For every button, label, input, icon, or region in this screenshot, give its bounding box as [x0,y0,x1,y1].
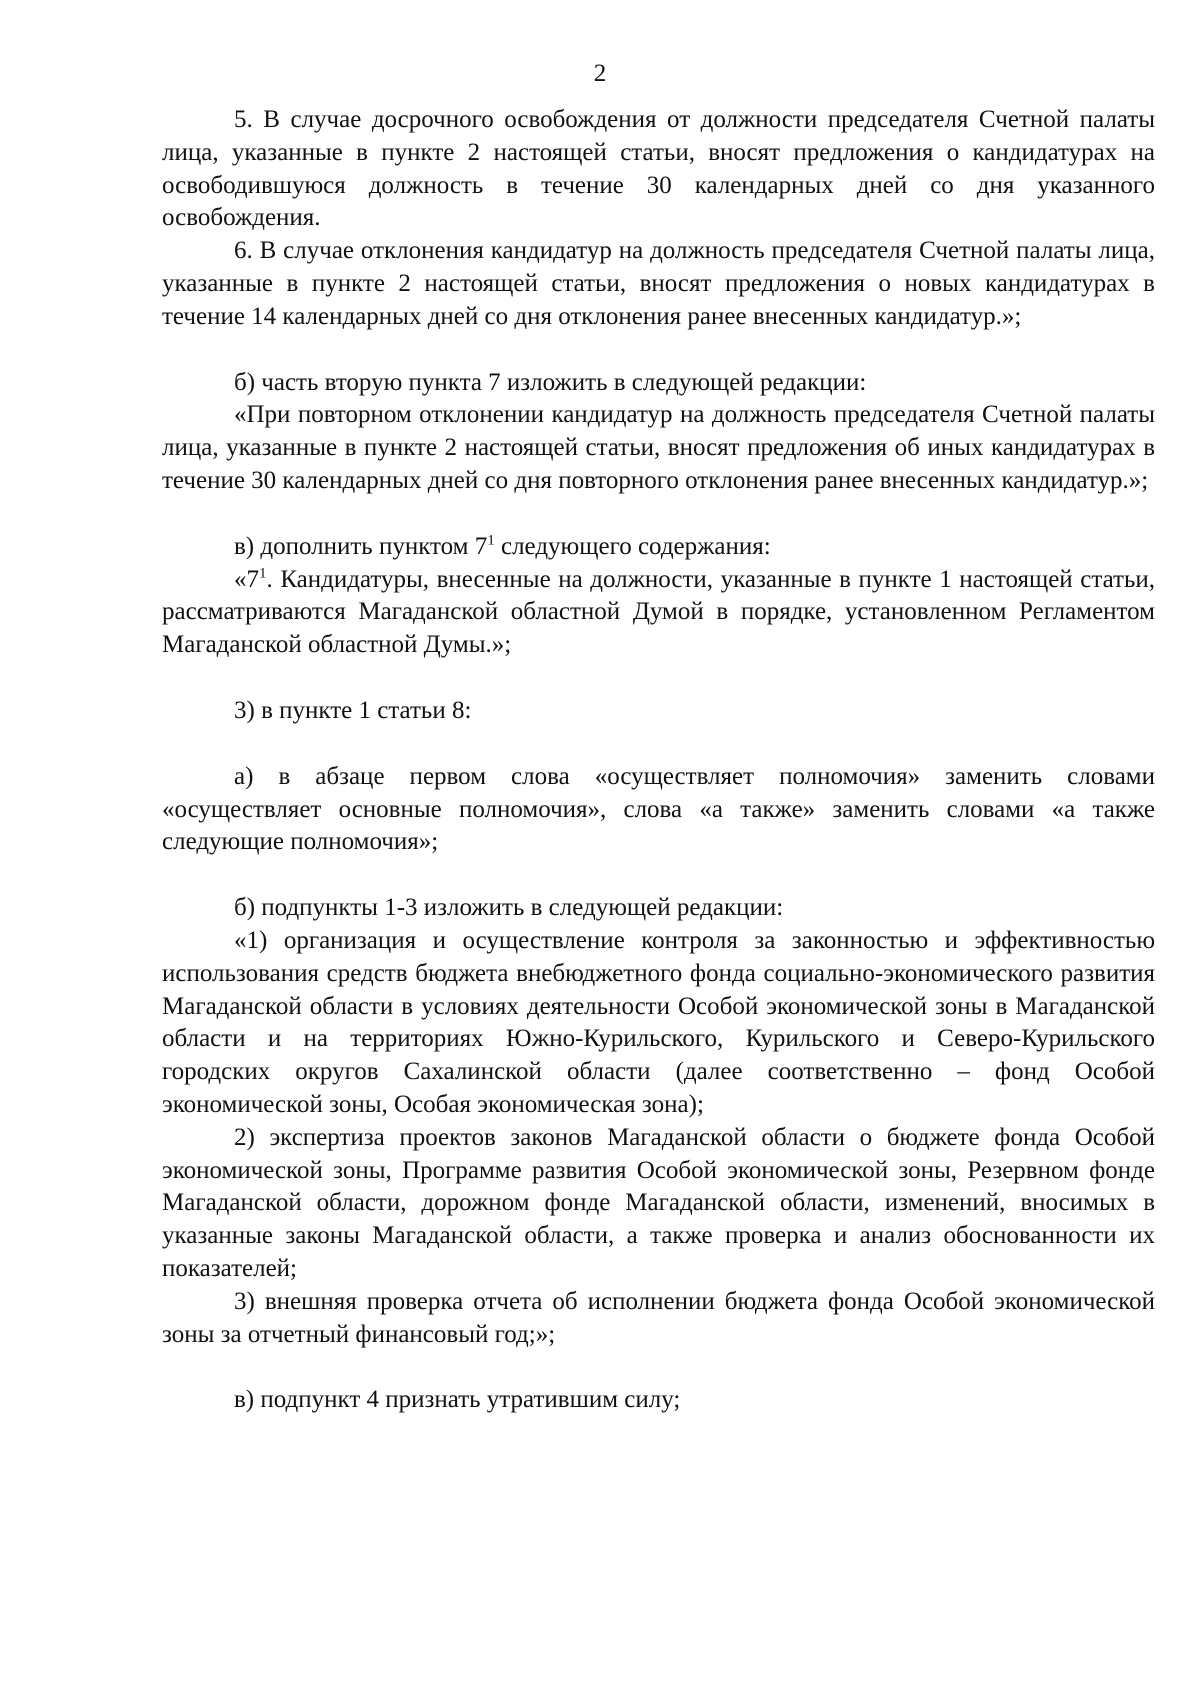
paragraph-text-part: . Кандидатуры, внесенные на должности, указанные в пункте 1 настоящей статьи, рассматриваются Магаданской областной Думой в порядке, установленном Регламентом Магаданской областной Думы.»; [162,565,1155,659]
paragraph-spacer [162,334,1155,367]
paragraph-quote-b: «При повторном отклонении кандидатур на должность председателя Счетной палаты лица, указанные в пункте 2 настоящей статьи, вносят предложения об иных кандидатурах в течение 30 календарных дней со дня повторного отклонения ранее внесенных кандидатур.»; [162,401,1155,494]
paragraph-subitem-v [162,531,1155,564]
paragraph-subitem-b2: б) подпункты 1-3 изложить в следующей редакции: [234,894,784,922]
paragraph-item-6: 6. В случае отклонения кандидатур на должность председателя Счетной палаты лица, указанные в пункте 2 настоящей статьи, вносят предложения о новых кандидатурах в течение 14 календарных дней со дня отклонения ранее внесенных кандидатур.»; [162,237,1155,330]
paragraph-subitem-b: б) часть вторую пункта 7 изложить в следующей редакции: [234,368,867,396]
paragraph-text-part: в) дополнить пунктом 7 [234,532,488,560]
paragraph-subpoint-1: «1) организация и осуществление контроля за законностью и эффективностью использования средств бюджета внебюджетного фонда социально-экономического развития Магаданской области в условиях деятельности Особой экономической зоны в Магаданской области и на территориях Южно-Курильского, Курильского и Северо-Курильского городских округов Сахалинской области (далее соответственно – фонд Особой экономической зоны, Особая экономическая зона); [162,926,1155,1118]
page-number: 2 [593,60,607,87]
paragraph-spacer [162,498,1155,531]
paragraph-text-part: следующего содержания: [494,532,771,560]
document-body [162,104,1155,1417]
paragraph-subpoint-2: 2) экспертиза проектов законов Магаданской области о бюджете фонда Особой экономической зоны, Программе развития Особой экономической зоны, Резервном фонде Магаданской области, дорожном фонде Магаданской области, изменений, вносимых в указанные законы Магаданской области, а также проверка и анализ обоснованности их показателей; [162,1123,1155,1282]
paragraph-spacer [162,662,1155,695]
paragraph-item-5: 5. В случае досрочного освобождения от должности председателя Счетной палаты лица, указанные в пункте 2 настоящей статьи, вносят предложения о кандидатурах на освободившуюся должность в течение 30 календарных дней со дня указанного освобождения. [162,106,1155,232]
paragraph-quote-v [162,564,1155,662]
paragraph-subitem-a: а) в абзаце первом слова «осуществляет полномочия» заменить словами «осуществляет основные полномочия», слова «а также» заменить словами «а также следующие полномочия»; [162,762,1155,856]
paragraph-spacer [162,1351,1155,1384]
superscript-index: 1 [259,565,267,582]
paragraph-spacer [162,728,1155,761]
paragraph-spacer [162,859,1155,892]
paragraph-text-part: «7 [234,565,259,593]
paragraph-subpoint-3: 3) внешняя проверка отчета об исполнении бюджета фонда Особой экономической зоны за отчетный финансовый год;»; [162,1287,1155,1348]
paragraph-subitem-v2: в) подпункт 4 признать утратившим силу; [234,1386,681,1414]
paragraph-item-3: 3) в пункте 1 статьи 8: [234,696,472,724]
superscript-index: 1 [487,532,495,549]
